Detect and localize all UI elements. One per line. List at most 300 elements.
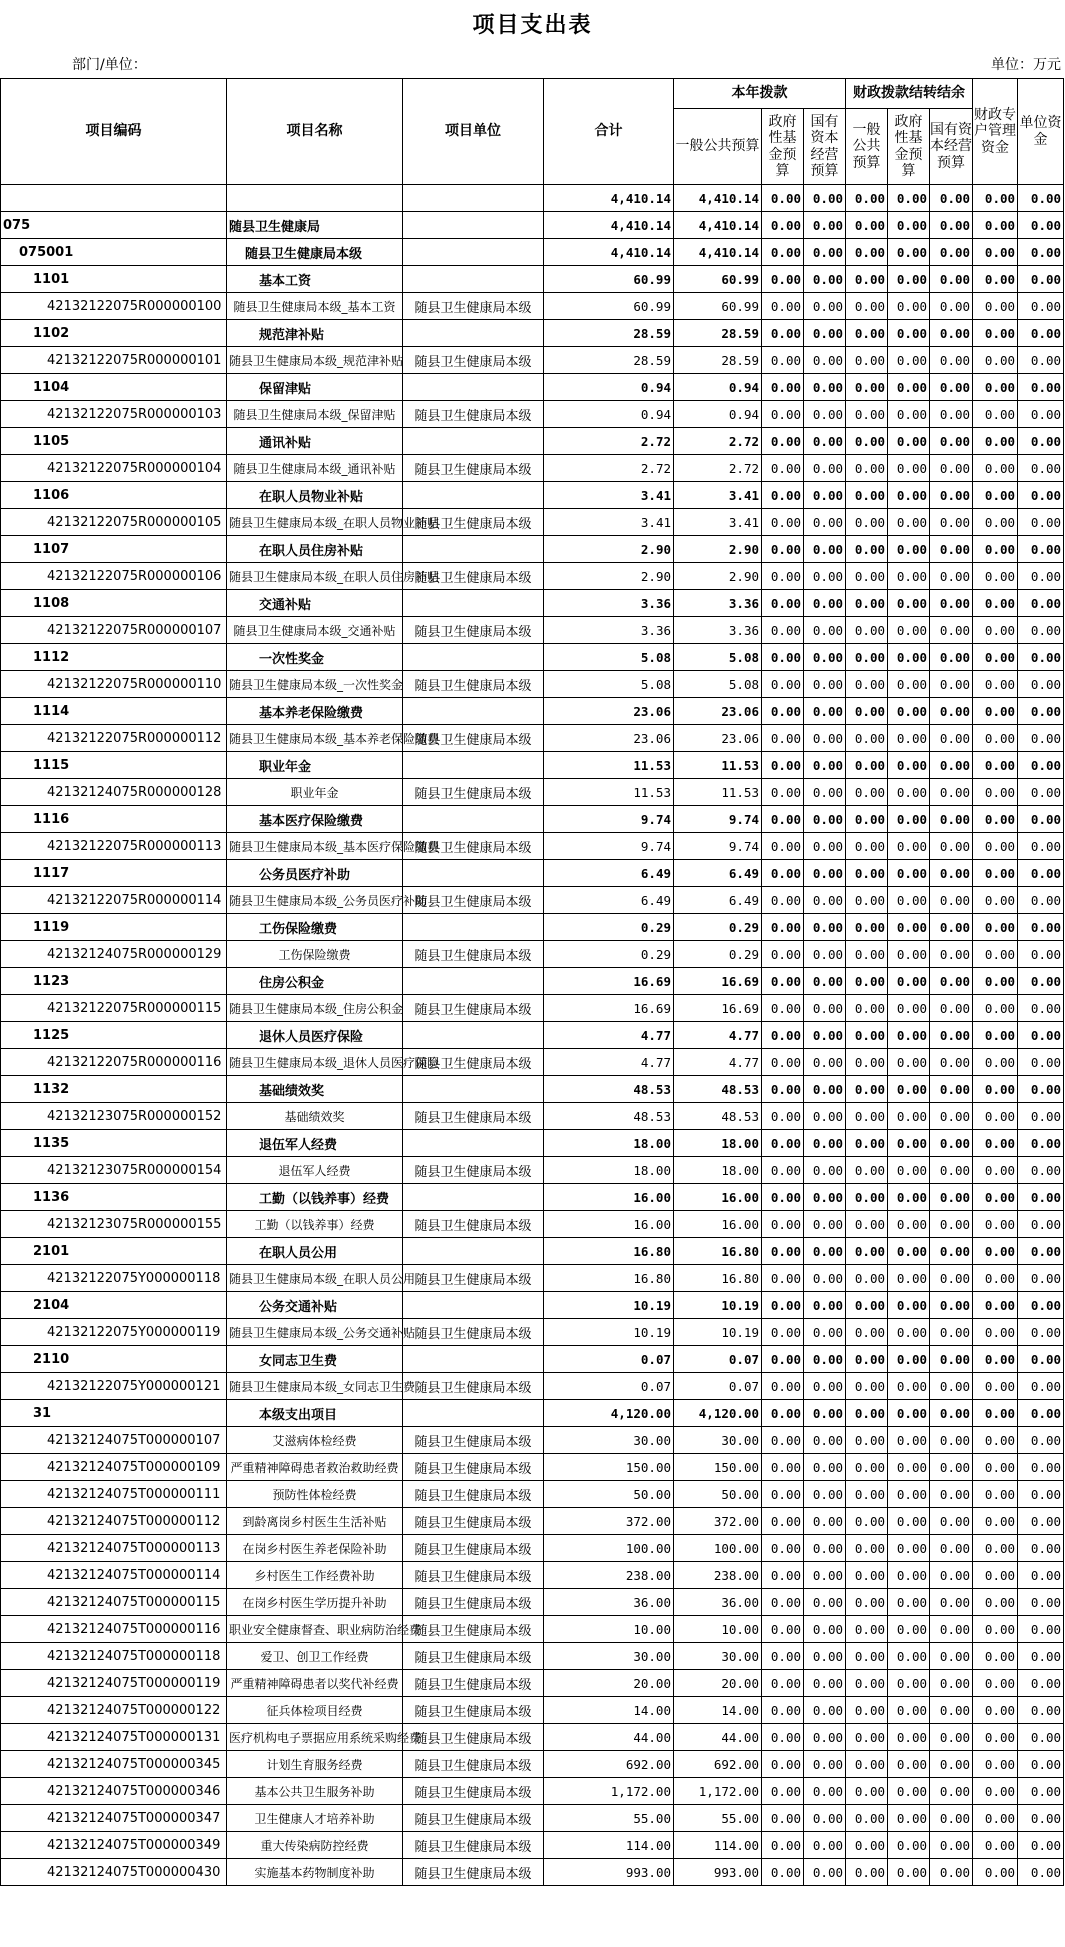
cell-name: 随县卫生健康局本级_退休人员医疗保险 (227, 1049, 403, 1076)
cell-unit: 随县卫生健康局本级 (403, 1724, 544, 1751)
table-row-item (1, 455, 1064, 482)
cell-code: 42132124075T000000430 (1, 1859, 227, 1886)
cell-code: 2110 (1, 1346, 227, 1373)
cell-total: 11.53 (544, 752, 674, 779)
cell-code: 42132122075R000000105 (1, 509, 227, 536)
cell-zero: 0.00 (804, 1211, 846, 1238)
cell-zero: 0.00 (804, 968, 846, 995)
cell-zero: 0.00 (804, 1157, 846, 1184)
cell-code: 42132124075R000000129 (1, 941, 227, 968)
cell-zero: 0.00 (973, 1454, 1018, 1481)
cell-unit: 随县卫生健康局本级 (403, 1103, 544, 1130)
cell-unit (403, 806, 544, 833)
cell-name: 住房公积金 (227, 968, 403, 995)
cell-name: 保留津贴 (227, 374, 403, 401)
cell-zero: 0.00 (762, 1535, 804, 1562)
cell-unit (403, 1130, 544, 1157)
table-row-item (1, 887, 1064, 914)
cell-name: 工伤保险缴费 (227, 914, 403, 941)
cell-zero: 0.00 (1018, 671, 1064, 698)
cell-zero: 0.00 (888, 1616, 930, 1643)
cell-zero: 0.00 (930, 374, 973, 401)
cell-zero: 0.00 (762, 1103, 804, 1130)
cell-general-budget: 20.00 (674, 1670, 762, 1697)
cell-zero: 0.00 (930, 1022, 973, 1049)
cell-zero: 0.00 (1018, 914, 1064, 941)
cell-general-budget: 4.77 (674, 1049, 762, 1076)
cell-name: 在职人员物业补贴 (227, 482, 403, 509)
cell-zero: 0.00 (888, 1319, 930, 1346)
cell-zero: 0.00 (762, 1805, 804, 1832)
cell-zero: 0.00 (973, 1589, 1018, 1616)
cell-zero: 0.00 (762, 563, 804, 590)
cell-name: 随县卫生健康局本级_规范津补贴 (227, 347, 403, 374)
cell-code (1, 185, 227, 212)
cell-zero: 0.00 (888, 1562, 930, 1589)
table-row-item (1, 347, 1064, 374)
cell-general-budget: 4,410.14 (674, 212, 762, 239)
cell-total: 0.94 (544, 374, 674, 401)
cell-zero: 0.00 (762, 860, 804, 887)
cell-unit: 随县卫生健康局本级 (403, 995, 544, 1022)
cell-zero: 0.00 (846, 1535, 888, 1562)
table-row-item (1, 1319, 1064, 1346)
table-row-item (1, 941, 1064, 968)
cell-name: 随县卫生健康局 (227, 212, 403, 239)
cell-zero: 0.00 (804, 509, 846, 536)
cell-code: 42132122075R000000100 (1, 293, 227, 320)
cell-zero: 0.00 (804, 1454, 846, 1481)
cell-zero: 0.00 (1018, 239, 1064, 266)
table-row-item (1, 725, 1064, 752)
cell-general-budget: 6.49 (674, 887, 762, 914)
cell-zero: 0.00 (846, 860, 888, 887)
cell-zero: 0.00 (888, 1535, 930, 1562)
cell-unit: 随县卫生健康局本级 (403, 509, 544, 536)
table-row-item (1, 1049, 1064, 1076)
cell-zero: 0.00 (973, 590, 1018, 617)
cell-code: 42132122075R000000113 (1, 833, 227, 860)
cell-zero: 0.00 (804, 1400, 846, 1427)
cell-total: 692.00 (544, 1751, 674, 1778)
cell-zero: 0.00 (973, 1859, 1018, 1886)
cell-zero: 0.00 (973, 671, 1018, 698)
cell-unit: 随县卫生健康局本级 (403, 1508, 544, 1535)
cell-zero: 0.00 (973, 941, 1018, 968)
cell-zero: 0.00 (846, 887, 888, 914)
cell-name: 职业年金 (227, 779, 403, 806)
cell-code: 42132122075Y000000119 (1, 1319, 227, 1346)
cell-code: 075 (1, 212, 227, 239)
cell-unit (403, 212, 544, 239)
cell-code: 1123 (1, 968, 227, 995)
cell-zero: 0.00 (846, 779, 888, 806)
cell-zero: 0.00 (930, 806, 973, 833)
cell-general-budget: 3.41 (674, 509, 762, 536)
cell-zero: 0.00 (804, 239, 846, 266)
cell-zero: 0.00 (762, 1724, 804, 1751)
table-row-subtotal (1, 590, 1064, 617)
cell-zero: 0.00 (973, 887, 1018, 914)
cell-zero: 0.00 (930, 212, 973, 239)
cell-unit: 随县卫生健康局本级 (403, 293, 544, 320)
cell-zero: 0.00 (846, 185, 888, 212)
cell-zero: 0.00 (888, 1022, 930, 1049)
cell-zero: 0.00 (762, 482, 804, 509)
cell-zero: 0.00 (804, 347, 846, 374)
cell-name: 退伍军人经费 (227, 1130, 403, 1157)
cell-zero: 0.00 (762, 428, 804, 455)
cell-zero: 0.00 (846, 428, 888, 455)
cell-unit (403, 752, 544, 779)
cell-code: 42132124075T000000109 (1, 1454, 227, 1481)
cell-zero: 0.00 (762, 239, 804, 266)
cell-unit: 随县卫生健康局本级 (403, 1319, 544, 1346)
table-row-subtotal (1, 536, 1064, 563)
cell-zero: 0.00 (804, 887, 846, 914)
cell-total: 4.77 (544, 1022, 674, 1049)
cell-zero: 0.00 (804, 941, 846, 968)
cell-name: 随县卫生健康局本级 (227, 239, 403, 266)
cell-code: 42132122075R000000101 (1, 347, 227, 374)
cell-zero: 0.00 (1018, 1157, 1064, 1184)
cell-zero: 0.00 (1018, 1562, 1064, 1589)
cell-zero: 0.00 (930, 1049, 973, 1076)
cell-zero: 0.00 (930, 1103, 973, 1130)
cell-name: 在职人员公用 (227, 1238, 403, 1265)
cell-zero: 0.00 (762, 833, 804, 860)
cell-zero: 0.00 (888, 401, 930, 428)
cell-zero: 0.00 (888, 860, 930, 887)
cell-zero: 0.00 (973, 725, 1018, 752)
cell-zero: 0.00 (762, 374, 804, 401)
cell-zero: 0.00 (973, 482, 1018, 509)
cell-zero: 0.00 (1018, 1832, 1064, 1859)
cell-unit: 随县卫生健康局本级 (403, 1616, 544, 1643)
cell-zero: 0.00 (973, 293, 1018, 320)
cell-zero: 0.00 (888, 779, 930, 806)
cell-zero: 0.00 (804, 455, 846, 482)
cell-zero: 0.00 (804, 1481, 846, 1508)
cell-unit: 随县卫生健康局本级 (403, 1751, 544, 1778)
cell-zero: 0.00 (846, 1130, 888, 1157)
cell-zero: 0.00 (804, 1778, 846, 1805)
cell-code: 42132122075R000000107 (1, 617, 227, 644)
cell-zero: 0.00 (846, 752, 888, 779)
cell-zero: 0.00 (846, 1859, 888, 1886)
cell-total: 6.49 (544, 887, 674, 914)
cell-general-budget: 23.06 (674, 725, 762, 752)
col-header-general-budget: 一般公共预算 (674, 109, 762, 185)
cell-zero: 0.00 (888, 887, 930, 914)
table-row-item (1, 1859, 1064, 1886)
cell-total: 993.00 (544, 1859, 674, 1886)
table-row-item (1, 1535, 1064, 1562)
cell-zero: 0.00 (930, 1832, 973, 1859)
cell-zero: 0.00 (804, 1184, 846, 1211)
table-row-item (1, 1751, 1064, 1778)
cell-zero: 0.00 (846, 1589, 888, 1616)
cell-zero: 0.00 (1018, 887, 1064, 914)
cell-name: 基本养老保险缴费 (227, 698, 403, 725)
cell-zero: 0.00 (846, 1184, 888, 1211)
cell-zero: 0.00 (762, 779, 804, 806)
cell-total: 30.00 (544, 1643, 674, 1670)
cell-zero: 0.00 (973, 1724, 1018, 1751)
cell-zero: 0.00 (804, 1508, 846, 1535)
cell-zero: 0.00 (973, 212, 1018, 239)
cell-zero: 0.00 (846, 995, 888, 1022)
cell-total: 9.74 (544, 833, 674, 860)
cell-name: 艾滋病体检经费 (227, 1427, 403, 1454)
cell-zero: 0.00 (846, 1319, 888, 1346)
cell-zero: 0.00 (846, 1616, 888, 1643)
cell-zero: 0.00 (930, 509, 973, 536)
cell-zero: 0.00 (1018, 509, 1064, 536)
cell-zero: 0.00 (930, 1535, 973, 1562)
cell-zero: 0.00 (762, 509, 804, 536)
cell-general-budget: 60.99 (674, 266, 762, 293)
table-row-item (1, 1670, 1064, 1697)
cell-zero: 0.00 (930, 239, 973, 266)
cell-unit: 随县卫生健康局本级 (403, 1157, 544, 1184)
cell-total: 2.72 (544, 455, 674, 482)
cell-zero: 0.00 (973, 1481, 1018, 1508)
cell-zero: 0.00 (846, 806, 888, 833)
cell-general-budget: 16.69 (674, 968, 762, 995)
cell-zero: 0.00 (762, 1373, 804, 1400)
cell-name: 基本工资 (227, 266, 403, 293)
cell-zero: 0.00 (804, 1562, 846, 1589)
table-row-subtotal (1, 698, 1064, 725)
table-row-item (1, 1427, 1064, 1454)
cell-total: 3.41 (544, 509, 674, 536)
cell-zero: 0.00 (762, 185, 804, 212)
cell-zero: 0.00 (888, 1400, 930, 1427)
cell-zero: 0.00 (804, 914, 846, 941)
cell-zero: 0.00 (973, 1616, 1018, 1643)
cell-zero: 0.00 (930, 1292, 973, 1319)
cell-total: 5.08 (544, 644, 674, 671)
cell-general-budget: 30.00 (674, 1427, 762, 1454)
cell-zero: 0.00 (804, 617, 846, 644)
cell-zero: 0.00 (804, 590, 846, 617)
cell-general-budget: 993.00 (674, 1859, 762, 1886)
cell-zero: 0.00 (762, 698, 804, 725)
cell-zero: 0.00 (888, 1157, 930, 1184)
cell-zero: 0.00 (1018, 1265, 1064, 1292)
col-header-state-capital: 国有资本经营预算 (804, 109, 846, 185)
cell-code: 42132124075T000000349 (1, 1832, 227, 1859)
cell-general-budget: 9.74 (674, 833, 762, 860)
cell-zero: 0.00 (973, 644, 1018, 671)
cell-zero: 0.00 (973, 860, 1018, 887)
col-header-code: 项目编码 (1, 79, 227, 185)
cell-code: 1105 (1, 428, 227, 455)
cell-unit: 随县卫生健康局本级 (403, 1454, 544, 1481)
cell-zero: 0.00 (804, 185, 846, 212)
cell-code: 1132 (1, 1076, 227, 1103)
cell-zero: 0.00 (973, 914, 1018, 941)
cell-zero: 0.00 (846, 1400, 888, 1427)
cell-total: 18.00 (544, 1130, 674, 1157)
table-row-item (1, 617, 1064, 644)
cell-zero: 0.00 (1018, 1643, 1064, 1670)
cell-zero: 0.00 (973, 1211, 1018, 1238)
cell-zero: 0.00 (1018, 617, 1064, 644)
cell-zero: 0.00 (846, 1832, 888, 1859)
cell-zero: 0.00 (804, 293, 846, 320)
cell-zero: 0.00 (930, 1643, 973, 1670)
cell-code: 42132124075T000000347 (1, 1805, 227, 1832)
cell-code: 1117 (1, 860, 227, 887)
cell-code: 1116 (1, 806, 227, 833)
cell-name: 女同志卫生费 (227, 1346, 403, 1373)
cell-zero: 0.00 (930, 293, 973, 320)
cell-code: 1108 (1, 590, 227, 617)
col-header-unit-funds: 单位资金 (1018, 79, 1064, 185)
cell-zero: 0.00 (762, 1049, 804, 1076)
cell-zero: 0.00 (973, 1049, 1018, 1076)
cell-zero: 0.00 (888, 1643, 930, 1670)
cell-zero: 0.00 (846, 1346, 888, 1373)
cell-unit: 随县卫生健康局本级 (403, 1562, 544, 1589)
cell-code: 42132123075R000000154 (1, 1157, 227, 1184)
cell-name: 工勤（以钱养事）经费 (227, 1211, 403, 1238)
cell-zero: 0.00 (973, 185, 1018, 212)
table-row-subtotal (1, 968, 1064, 995)
cell-zero: 0.00 (846, 266, 888, 293)
cell-zero: 0.00 (1018, 698, 1064, 725)
cell-general-budget: 16.80 (674, 1238, 762, 1265)
cell-zero: 0.00 (804, 482, 846, 509)
cell-unit: 随县卫生健康局本级 (403, 941, 544, 968)
cell-zero: 0.00 (930, 320, 973, 347)
cell-zero: 0.00 (930, 1346, 973, 1373)
cell-zero: 0.00 (1018, 860, 1064, 887)
cell-zero: 0.00 (930, 1454, 973, 1481)
cell-code: 42132124075T000000122 (1, 1697, 227, 1724)
cell-unit (403, 428, 544, 455)
cell-general-budget: 692.00 (674, 1751, 762, 1778)
cell-name: 随县卫生健康局本级_基本医疗保险缴费 (227, 833, 403, 860)
cell-zero: 0.00 (762, 644, 804, 671)
cell-total: 60.99 (544, 293, 674, 320)
cell-zero: 0.00 (888, 1454, 930, 1481)
cell-code: 1106 (1, 482, 227, 509)
cell-unit: 随县卫生健康局本级 (403, 1589, 544, 1616)
cell-zero: 0.00 (930, 1670, 973, 1697)
cell-zero: 0.00 (888, 266, 930, 293)
cell-zero: 0.00 (930, 1319, 973, 1346)
cell-zero: 0.00 (762, 1481, 804, 1508)
table-row-item (1, 563, 1064, 590)
table-row-item (1, 1562, 1064, 1589)
cell-zero: 0.00 (804, 1697, 846, 1724)
cell-name: 乡村医生工作经费补助 (227, 1562, 403, 1589)
page-title: 项目支出表 (472, 13, 593, 38)
cell-total: 23.06 (544, 725, 674, 752)
cell-zero: 0.00 (846, 482, 888, 509)
cell-total: 10.19 (544, 1292, 674, 1319)
table-row-subtotal (1, 1076, 1064, 1103)
cell-zero: 0.00 (930, 1616, 973, 1643)
cell-zero: 0.00 (930, 914, 973, 941)
table-row-subtotal (1, 1346, 1064, 1373)
cell-general-budget: 60.99 (674, 293, 762, 320)
cell-code: 1107 (1, 536, 227, 563)
cell-general-budget: 11.53 (674, 752, 762, 779)
cell-zero: 0.00 (846, 1751, 888, 1778)
table-row-subtotal (1, 239, 1064, 266)
cell-unit: 随县卫生健康局本级 (403, 671, 544, 698)
cell-zero: 0.00 (846, 320, 888, 347)
cell-zero: 0.00 (804, 1832, 846, 1859)
cell-zero: 0.00 (888, 1103, 930, 1130)
cell-zero: 0.00 (846, 1292, 888, 1319)
cell-total: 14.00 (544, 1697, 674, 1724)
cell-unit: 随县卫生健康局本级 (403, 1211, 544, 1238)
cell-code: 2104 (1, 1292, 227, 1319)
cell-total: 372.00 (544, 1508, 674, 1535)
cell-general-budget: 6.49 (674, 860, 762, 887)
cell-zero: 0.00 (930, 1400, 973, 1427)
cell-total: 48.53 (544, 1076, 674, 1103)
cell-unit (403, 590, 544, 617)
cell-zero: 0.00 (1018, 725, 1064, 752)
table-row-item (1, 1211, 1064, 1238)
cell-zero: 0.00 (930, 1778, 973, 1805)
cell-zero: 0.00 (888, 590, 930, 617)
cell-zero: 0.00 (888, 806, 930, 833)
cell-zero: 0.00 (973, 833, 1018, 860)
cell-zero: 0.00 (930, 1130, 973, 1157)
cell-zero: 0.00 (1018, 779, 1064, 806)
cell-general-budget: 3.36 (674, 617, 762, 644)
cell-zero: 0.00 (1018, 347, 1064, 374)
cell-zero: 0.00 (930, 995, 973, 1022)
cell-zero: 0.00 (762, 1346, 804, 1373)
table-row-item (1, 1832, 1064, 1859)
cell-zero: 0.00 (930, 1211, 973, 1238)
table-row-subtotal (1, 185, 1064, 212)
cell-code: 1114 (1, 698, 227, 725)
cell-general-budget: 4,120.00 (674, 1400, 762, 1427)
cell-code: 42132122075Y000000121 (1, 1373, 227, 1400)
cell-general-budget: 10.19 (674, 1292, 762, 1319)
cell-name: 实施基本药物制度补助 (227, 1859, 403, 1886)
table-row-subtotal (1, 914, 1064, 941)
cell-zero: 0.00 (804, 401, 846, 428)
cell-zero: 0.00 (1018, 995, 1064, 1022)
cell-zero: 0.00 (1018, 833, 1064, 860)
col-header-current-year: 本年拨款 (674, 79, 846, 109)
cell-zero: 0.00 (973, 1346, 1018, 1373)
cell-zero: 0.00 (762, 1238, 804, 1265)
cell-zero: 0.00 (846, 617, 888, 644)
cell-zero: 0.00 (1018, 1778, 1064, 1805)
cell-zero: 0.00 (762, 320, 804, 347)
cell-zero: 0.00 (762, 1697, 804, 1724)
table-row-subtotal (1, 860, 1064, 887)
cell-total: 16.69 (544, 968, 674, 995)
cell-code: 42132123075R000000155 (1, 1211, 227, 1238)
cell-zero: 0.00 (804, 428, 846, 455)
cell-unit (403, 1076, 544, 1103)
cell-zero: 0.00 (846, 1562, 888, 1589)
cell-total: 0.29 (544, 914, 674, 941)
cell-zero: 0.00 (888, 1211, 930, 1238)
